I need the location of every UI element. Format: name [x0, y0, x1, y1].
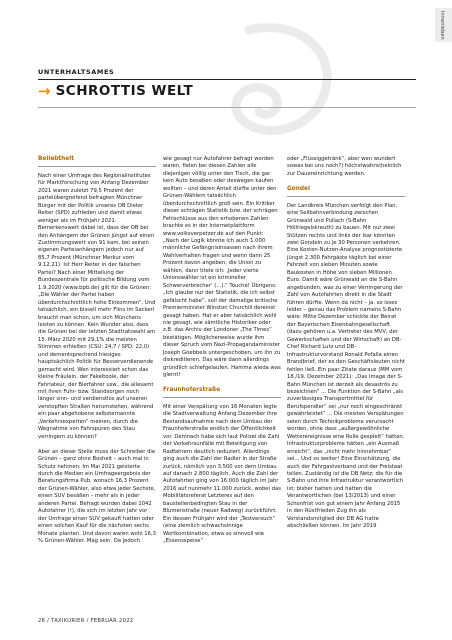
paragraph: Aber an dieser Stelle muss der Schreiber die Grünen – ganz ohne Bosheit – auch mal in Schutz nehmen: Im Mai 2021 geisterte durch die Medien ein Umfrageergebnis der Beratungsfirma Pub, wonach 16,3 Prozent der Grünen-Wähler, also etwa jeder Sechste, einen SUV besäßen – mehr als in jeder anderen Partei. Befragt wurden dabei 1042 Autofahrer (!), die sich im letzten Jahr vor der Umfrage einen SUV gekauft hatten oder einen solchen Kauf für die nächsten sechs Monate planten. Und davon waren wohl 16,3 % Grünen-Wähler. Mag sein. Da jedoch — [38, 448, 156, 545]
hook-swirl-icon — [219, 22, 339, 152]
heading-fraunhoferstrasse: Fraunhoferstraße — [163, 387, 221, 394]
section-label: UNTERHALTSAMES — [38, 68, 115, 76]
column-title-text: SCHROTTIS WELT — [55, 82, 194, 99]
paragraph: Der Landkreis München verfolgt den Plan, eine Seilbahnverbindung zwischen Grünwald und Pullach (S-Bahn Höllriegelskreuth) zu bauen. Mit nur zwei Stützen rechts und links der Isar könnten zwei Gondeln zu je 30 Personen verkehren. Eine Kosten-Nutzen-Analyse prognostizierte jüngst 2.300 Fahrgäste täglich bei einer Fahrzeit von sieben Minuten sowie Baukosten in Höhe von sieben Millionen Euro. Damit wäre Grünwald an die S-Bahn angebunden, was zu einer Verringerung der Zahl von Autofahrten direkt in die Stadt führen dürfte. Wenn da nicht – ja, so isses leider – genau das Problem namens S-Bahn wäre. Mitte Dezember schickte der Beirat der Bayerischen Eisenbahngesellschaft (dazu gehören u.a. Vertreter des MVV, der Gewerkschaften und der Wirtschaft) an DB-Chef Richard Lutz und DB-Infrastrukturvorstand Ronald Pofalla einen Brandbrief, der es den Geschäftsleuten nicht fehlen ließ. Ein paar Zitate daraus (MM vom 18./19. Dezember 2021): „Das Image der S-Bahn München ist derzeit als desaströs zu bezeichnen“ ... Die Funktion der S-Bahn „als zuverlässiges Transportmittel für Berufspendler“ sei „nur noch eingeschränkt gewährleistet“ ... Die meisten Verspätungen seien durch Technikprobleme verursacht worden, ohne dass „außergewöhnliche Wetterereignisse eine Rolle gespielt“ hätten. Infrastrukturprobleme hätten „ein Ausmaß erreicht“, das „nicht mehr hinnehmbar“ sei... Und so weiter! Eine Einschätzung, die auch der Fahrgastverband und der Freistaat teilen. Zuständig ist die DB Netz; die für die S-Bahn und ihre Infrastruktur verantwortlich ist; bisher hatten und hatten die Verantwortlichen (bei 13/2013) und einer Schonfrist von gut einem Jahr Anfang 2015 in den Rüstfrieden Zug ihn als Vorstandsmitglied der DB AG hatte abschließen können. Im Jahr 2019 — [287, 202, 405, 530]
section-side-tab — [435, 8, 452, 42]
heading-beliebtheit: Beliebtheit — [38, 156, 74, 162]
top-divider — [38, 79, 416, 80]
text-column-3 — [287, 156, 405, 538]
text-column-2 — [163, 156, 281, 553]
text-column-1 — [38, 156, 156, 553]
heading-gondel: Gondel — [287, 185, 310, 192]
side-tab-label: Innenleben — [439, 11, 444, 40]
page-footer: 26 / TAXIKURIER / FEBRUAR 2022 — [38, 618, 134, 624]
paragraph: wie gesagt nur Autofahrer befragt worden waren, fielen bei diesen Zahlen alle diejenigen völlig unter den Tisch, die gar kein Auto besaßen oder deswegen kaufen wollten – und deren Anteil dürfte unter den Grünen-Wählern tatsächlich überdurchschnittlich groß sein. Ein Kritiker dieser schrägen Statistik bzw. der schrägen Fehlschlüsse aus den erhobenen Zahlen brachte es in der Internetplattform www.volksverpetzer.de auf den Punkt: „Nach der Logik könnte ich auch 1.000 männliche Gefängnisinsassen nach ihrem Wahlverhalten fragen und wenn dann 25 Prozent davon angeben, die Union zu wählen, dann titele ich: ‚Jeder vierte Unionswähler ist ein krimineller Schwerverbrecher‘ (...).“ Touché! Übrigens: „Ich glaube nur der Statistik, die ich selbst gefälscht habe“, soll der damalige britische Premierminister Winston Churchill dereinst gesagt haben. Hat er aber tatsächlich wohl nie gesagt, wie sämtliche Historiker oder z.B. das Archiv der Londoner „The Times“ bestätigen. Möglicherweise wurde ihm dieser Spruch vom Nazi-Propagandaminister Joseph Goebbels untergeschoben, um ihn zu diskreditieren. Das wäre dann allerdings gründlich schiefgelaufen. Hamma wieda was glernt! — [163, 156, 281, 379]
heading-underline — [38, 166, 156, 167]
heading-underline — [163, 397, 281, 398]
title-divider — [38, 107, 416, 108]
paragraph: Mit einer Verspätung von 16 Monaten legte die Stadtverwaltung Anfang Dezember ihre Bestandsaufnahme nach dem Umbau der Fraunhoferstraße endlich der Öffentlichkeit vor. Demnach habe sich laut Polizei die Zahl der Verkehrsunfälle mit Beteiligung von Radfahrern deutlich reduziert. Allerdings ging auch die Zahl der Radler in der Straße zurück, nämlich von 3.500 vor dem Umbau auf danach 2.800 täglich. Auch die Zahl der Autofahrten ging von 16.000 täglich im Jahr 2016 auf nunmehr 11.000 zurück, wobei das Mobilitätsreferat Letzteres auf den baustellenbedingten Stau in der Blumenstraße (neuer Radweg) zurückführt. Ein dessen Frühjahr wird der „Testversuch“ (eine ziemlich schwachsinnige Wortkombination, etwa so sinnvoll wie „Essensspeise“ — [163, 403, 281, 545]
heading-underline — [287, 196, 405, 197]
paragraph: oder „Flüssiggetränk“, aber wen wundert sowas bei uns noch?) höchstwahrscheinlich zur Dauereinrichtung werden. — [287, 156, 402, 177]
paragraph: Nach einer Umfrage des Regionalinstitutes für Marktforschung von Anfang Dezember 2021 waren zuletzt 79,5 Prozent der parteiübergreifend befragten Münchner Bürger mit der Politik unseres OB Dieter Reiter (SPD) zufrieden und damit etwas weniger als im Frühjahr 2021. Bemerkenswert dabei ist, dass der OB bei den Anhängern der Grünen jüngst auf einen Zustimmungswert von 91 kam, bei seinen eigenen Parteianhängern jedoch nur auf 85,7 Prozent (Münchner Merkur vom 9.12.21). Ist Herr Reiter in der falschen Partei? Nach einer Mitteilung der Bundeszentrale für politische Bildung vom 1.9.2020 (www.bpb.de) gilt für die Grünen: „Die Wähler der Partei haben überdurchschnittlich hohe Einkommen“. Und tatsächlich, ein bissell mehr Flins im Sackerl braucht man schon, um sich Münchens leisten zu können. Kein Wunder also, dass die Grünen bei der letzten Stadtratswahl am 15. März 2020 mit 29,1% die meisten Stimmen erhielten (CSU: 24,7 / SPD: 22,0) und dementsprechend hiesiges hauptsächlich Politik für Besserverdienende gemacht wird. Wen interessiert schon das kleine Fräulein, der Fakeltoole, der Fahrlateur, der Bierfahrer usw., die allesamt mit ihren Fuhr- bzw. Standsorgen noch länger sinn- und verdienstlos auf unseren verstopften Straßen herumstehen, während ein paar abgehobene selbsternannte „Verkehrsexperten“ meinen, durch die Wegnahme von Fahrspuren den Stau verringern zu können? — [38, 172, 156, 440]
column-title — [38, 84, 193, 99]
arrow-right-icon: → — [38, 82, 51, 100]
decorative-hook-graphic — [219, 22, 339, 156]
